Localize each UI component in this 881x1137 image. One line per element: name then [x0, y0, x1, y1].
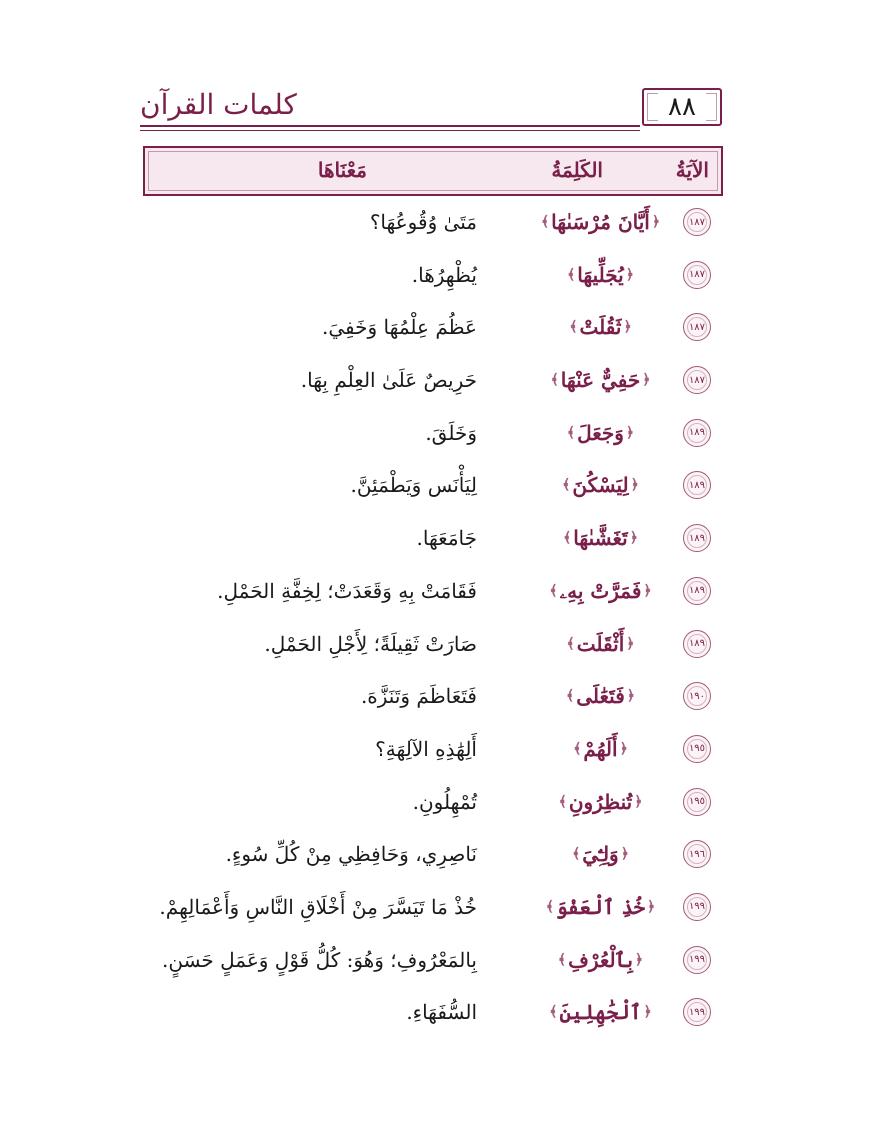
word-text: يُجَلِّيهَا — [577, 262, 624, 287]
word-meaning: يُظْهِرُهَا. — [411, 262, 477, 287]
ornate-bracket-open: ﴿ — [634, 793, 643, 810]
word-meaning: صَارَتْ ثَقِيلَةً؛ لِأَجْلِ الحَمْلِ. — [264, 631, 477, 656]
ornate-bracket-close: ﴾ — [558, 793, 567, 810]
ornate-bracket-open: ﴿ — [651, 214, 661, 230]
word-text: أَثْقَلَت — [576, 631, 625, 656]
ornate-bracket-close: ﴾ — [550, 372, 559, 389]
verse-number-badge: ١٨٩ — [683, 524, 711, 552]
table-row — [143, 303, 723, 356]
word-text: خُذِ ٱلْعَفْوَ — [556, 894, 645, 919]
verse-number-badge: ١٨٧ — [683, 261, 711, 289]
ornate-bracket-close: ﴾ — [573, 740, 582, 757]
verse-number-badge: ١٨٧ — [683, 313, 711, 341]
verse-number-badge: ١٨٩ — [683, 630, 711, 658]
word-text: أَلَهُمْ — [583, 736, 618, 761]
ornate-bracket-open: ﴿ — [625, 424, 635, 441]
quran-word — [538, 205, 663, 239]
header-word: الكَلِمَةُ — [551, 158, 603, 182]
word-meaning: فَتَعَاظَمَ وَتَنَزَّهَ. — [360, 684, 477, 709]
quran-word — [538, 679, 663, 713]
table-row — [143, 778, 723, 831]
verse-number-badge: ١٨٧ — [683, 208, 711, 236]
word-meaning: خُذْ مَا تَيَسَّرَ مِنْ أَخْلَاقِ النَّاسِ وَأَعْمَالِهِمْ. — [159, 894, 477, 919]
table-row — [143, 620, 723, 673]
vocabulary-table — [143, 198, 723, 1041]
ornate-bracket-close: ﴾ — [562, 477, 571, 494]
ornate-bracket-open: ﴿ — [625, 266, 634, 283]
table-row — [143, 461, 723, 514]
word-meaning: السُّفَهَاءِ. — [406, 1000, 477, 1025]
word-text: وَجَعَلَ — [577, 420, 624, 445]
quran-word — [538, 363, 663, 397]
header-rule-thin — [140, 130, 640, 131]
quran-word — [538, 258, 663, 292]
word-meaning: وَخَلَقَ. — [425, 420, 477, 445]
ornate-bracket-open: ﴿ — [626, 688, 635, 705]
word-text: حَفِيٌّ عَنْهَا — [560, 368, 641, 393]
quran-word — [538, 416, 663, 450]
ornate-bracket-close: ﴾ — [549, 582, 558, 599]
word-text: ٱلْجَٰهِلِينَ — [559, 1000, 642, 1025]
word-text: تَغَشَّىٰهَا — [573, 526, 628, 551]
word-meaning: بِالمَعْرُوفِ؛ وَهُوَ: كُلُّ قَوْلٍ وَعَمَلٍ حَسَنٍ. — [162, 947, 477, 972]
quran-word — [538, 521, 663, 555]
word-meaning: عَظُمَ عِلْمُهَا وَخَفِيَ. — [322, 315, 477, 340]
ornate-bracket-close: ﴾ — [563, 530, 572, 547]
ornate-bracket-close: ﴾ — [540, 214, 550, 230]
verse-number-badge: ١٩٠ — [683, 682, 711, 710]
header-ayah: الآيَةُ — [675, 158, 709, 182]
word-text: ثَقُلَتْ — [579, 315, 622, 340]
table-row — [143, 567, 723, 620]
table-row — [143, 936, 723, 989]
quran-word — [538, 995, 663, 1029]
word-text: وَلِـِّۧيَ — [582, 842, 619, 867]
word-meaning: نَاصِرِي، وَحَافِظِي مِنْ كُلِّ سُوءٍ. — [225, 842, 477, 867]
verse-number-badge: ١٨٩ — [683, 471, 711, 499]
page-number: ٨٨ — [642, 88, 722, 126]
table-header — [143, 146, 723, 196]
word-text: فَمَرَّتْ بِهِۦ — [559, 578, 642, 603]
quran-word — [538, 627, 663, 661]
verse-number-badge: ١٩٩ — [683, 998, 711, 1026]
ornate-bracket-close: ﴾ — [567, 266, 576, 283]
ornate-bracket-open: ﴿ — [634, 951, 644, 968]
header-rule — [140, 125, 640, 127]
ornate-bracket-close: ﴾ — [566, 688, 575, 705]
table-row — [143, 251, 723, 304]
quran-word — [538, 310, 663, 344]
table-row — [143, 198, 723, 251]
ornate-bracket-open: ﴿ — [626, 635, 635, 652]
verse-number-badge: ١٨٧ — [683, 366, 711, 394]
ornate-bracket-close: ﴾ — [572, 846, 581, 863]
ornate-bracket-open: ﴿ — [643, 1004, 652, 1021]
ornate-bracket-close: ﴾ — [549, 1004, 558, 1021]
ornate-bracket-open: ﴿ — [643, 582, 652, 599]
word-meaning: حَرِيصٌ عَلَىٰ العِلْمِ بِهَا. — [300, 368, 477, 393]
word-meaning: تُمْهِلُونِ. — [412, 789, 477, 814]
ornate-bracket-open: ﴿ — [619, 740, 628, 757]
verse-number-badge: ١٩٥ — [683, 735, 711, 763]
ornate-bracket-open: ﴿ — [623, 319, 632, 336]
quran-word — [538, 785, 663, 819]
verse-number-badge: ١٩٥ — [683, 788, 711, 816]
ornate-bracket-close: ﴾ — [569, 319, 578, 336]
verse-number-badge: ١٩٦ — [683, 840, 711, 868]
word-text: بِٱلْعُرْفِ — [568, 947, 633, 972]
quran-word — [538, 890, 663, 924]
table-row — [143, 883, 723, 936]
ornate-bracket-open: ﴿ — [620, 846, 629, 863]
word-text: فَتَعَٰلَى — [576, 684, 625, 709]
ornate-bracket-open: ﴿ — [647, 898, 656, 915]
ornate-bracket-close: ﴾ — [566, 424, 576, 441]
table-row — [143, 514, 723, 567]
verse-number-badge: ١٩٩ — [683, 946, 711, 974]
table-row — [143, 830, 723, 883]
quran-word — [538, 732, 663, 766]
word-text: لِيَسْكُنَ — [572, 473, 629, 498]
ornate-bracket-open: ﴿ — [642, 372, 651, 389]
ornate-bracket-open: ﴿ — [629, 530, 638, 547]
quran-word — [538, 837, 663, 871]
word-meaning: جَامَعَهَا. — [416, 526, 477, 551]
ornate-bracket-close: ﴾ — [545, 898, 554, 915]
table-row — [143, 409, 723, 462]
ornate-bracket-close: ﴾ — [557, 951, 567, 968]
header-meaning: مَعْنَاهَا — [317, 158, 367, 182]
ornate-bracket-open: ﴿ — [630, 477, 639, 494]
table-row — [143, 356, 723, 409]
page-header — [140, 88, 722, 130]
table-row — [143, 988, 723, 1041]
word-meaning: لِيَأْنَس وَيَطْمَئِنَّ. — [350, 473, 477, 498]
ornate-bracket-close: ﴾ — [566, 635, 575, 652]
verse-number-badge: ١٨٩ — [683, 577, 711, 605]
word-text: تُنظِرُونِ — [568, 789, 633, 814]
quran-word — [538, 468, 663, 502]
word-meaning: فَقَامَتْ بِهِ وَقَعَدَتْ؛ لِخِفَّةِ الحَمْلِ. — [217, 578, 477, 603]
quran-word — [538, 943, 663, 977]
verse-number-badge: ١٩٩ — [683, 893, 711, 921]
verse-number-badge: ١٨٩ — [683, 419, 711, 447]
table-row — [143, 672, 723, 725]
word-text: أَيَّانَ مُرْسَىٰهَا — [551, 210, 650, 234]
word-meaning: أَلِهَٰذِهِ الآلِهَةِ؟ — [375, 736, 477, 761]
quran-word — [538, 574, 663, 608]
book-title: كلمات القرآن — [140, 88, 297, 121]
table-row — [143, 725, 723, 778]
word-meaning: مَتَىٰ وُقُوعُهَا؟ — [369, 210, 477, 234]
